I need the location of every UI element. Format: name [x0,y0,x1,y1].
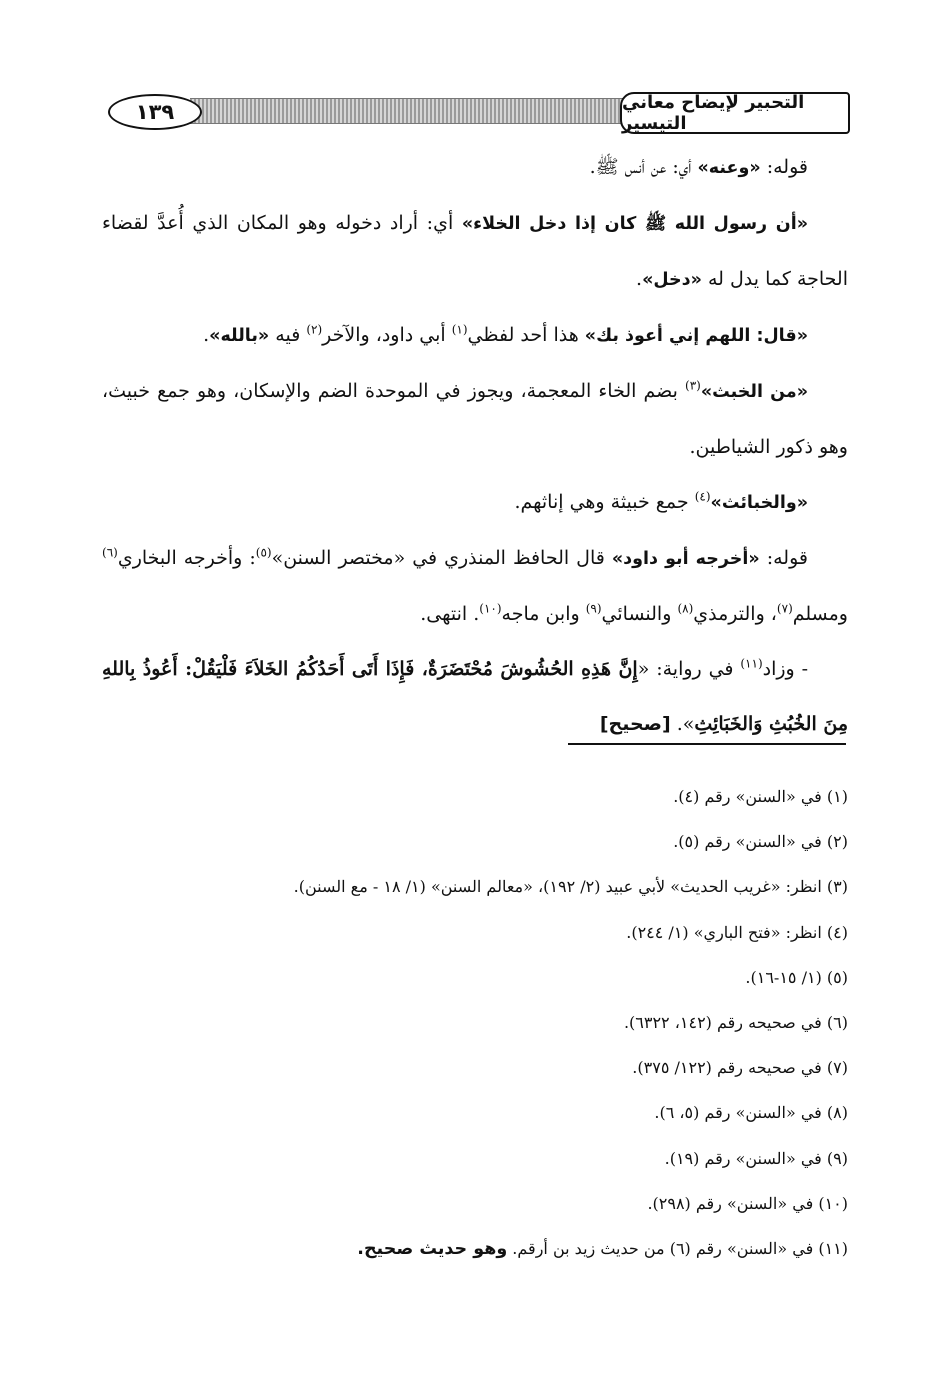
text: قوله: [759,547,808,569]
quoted-term: «وعنه» [697,158,761,178]
paragraph-5 [102,475,848,531]
quoted-term: «أن رسول الله ﷺ كان إذا دخل الخلاء» [461,214,809,234]
paragraph-6 [102,531,848,642]
footnote-9: (٩) في «السنن» رقم (١٩). [664,1148,848,1168]
footnote-5: (٥) (١/ ١٥-١٦). [745,967,848,987]
footnote-11 [102,1226,848,1272]
paragraph-1 [102,140,848,196]
header-ornament-band [190,98,628,124]
text: . [636,268,643,290]
footnote-10: (١٠) في «السنن» رقم (٢٩٨). [647,1193,848,1213]
text: أبي داود، والآخر [322,324,452,346]
paragraph-7 [102,642,848,752]
quoted-term: «أخرجه أبو داود» [611,549,760,569]
text: ومسلم [792,603,848,625]
text: . انتهى. [420,603,480,625]
footnote-ref[interactable]: (٩) [585,601,602,616]
text: هذا أحد لفظي [467,324,585,346]
page-header [102,92,850,138]
paragraph-4 [102,364,848,475]
page-number: ١٣٩ [108,94,202,130]
quoted-term: «قال: اللهم إني أعوذ بك» [584,326,808,346]
quoted-term: «بالله» [209,326,270,346]
footnote-ref[interactable]: (٥) [255,545,272,560]
text: فيه [269,324,307,346]
text: جمع خبيثة وهي إناثهم. [514,491,695,513]
footnote-ref[interactable]: (٨) [677,601,694,616]
footnote-ref[interactable]: (١٠) [479,601,502,616]
text: والنسائي [601,603,678,625]
footnote-ref[interactable]: (٦) [102,545,118,560]
footnote-8: (٨) في «السنن» رقم (٥، ٦). [654,1103,848,1123]
text: قال الحافظ المنذري في «مختصر السنن» [271,547,612,569]
text: بضم الخاء المعجمة، ويجوز في الموحدة الضم والإسكان، وهو جمع خبيث، وهو ذكور الشياطين. [102,380,848,458]
text: قوله: [760,156,808,178]
footnote-ref[interactable]: (٧) [776,601,793,616]
hadith-grade-note: وهو حديث صحيح. [357,1239,508,1260]
text: . [203,324,210,346]
text: : وأخرجه البخاري [117,547,256,569]
footnote-1: (١) في «السنن» رقم (٤). [673,787,848,806]
footnote-ref[interactable]: (٤) [694,489,711,504]
paragraph-2 [102,196,848,308]
paragraph-3 [102,308,848,364]
text: - وزاد [762,658,808,680]
footnote-ref[interactable]: (٢) [306,322,323,337]
footnote-ref[interactable]: (١١) [740,656,763,671]
footnote-divider [568,743,846,745]
text: وابن ماجه [501,603,586,625]
footnotes [102,774,848,1272]
text: أي: عن أنس ﷺ. [589,156,698,178]
text: في رواية: « [637,658,741,680]
footnote-4: (٤) انظر: «فتح الباري» (١/ ٢٤٤). [626,922,848,942]
hadith-text: إِنَّ هَذِهِ الحُشُوشَ مُحْتَضَرَةٌ، فَإِذَا أَتَى أَحَدُكُمُ الخَلاَءَ فَلْيَقُلْ: أَعُوذُ بِاللهِ مِنَ الخُبُثِ وَالخَبَائِثِ [102,658,848,735]
hadith-grade: [صحيح] [599,713,671,735]
text: (١١) في «السنن» رقم (٦) من حديث زيد بن أرقم. [507,1239,848,1259]
text: ، والترمذي [693,603,777,625]
footnote-ref[interactable]: (٣) [685,378,701,393]
text: ». [670,713,695,735]
main-text [102,140,848,752]
book-title: التحبير لإيضاح معاني التيسير [620,92,850,134]
footnote-6: (٦) في صحيحه رقم (١٤٢، ٦٣٢٢). [623,1013,848,1033]
footnote-ref[interactable]: (١) [451,322,468,337]
text: أي: أراد دخوله وهو المكان الذي أُعدَّ لقضاء الحاجة كما يدل له [102,212,848,290]
footnote-7: (٧) في صحيحه رقم (١٢٢/ ٣٧٥). [632,1058,848,1078]
quoted-term: «دخل» [642,270,702,290]
footnote-3: (٣) انظر: «غريب الحديث» لأبي عبيد (٢/ ١٩٢)، «معالم السنن» (١/ ١٨ - مع السنن). [293,877,848,897]
quoted-term: «والخبائث» [710,493,808,513]
quoted-term: «من الخبث» [700,382,809,402]
footnote-2: (٢) في «السنن» رقم (٥). [673,832,848,852]
